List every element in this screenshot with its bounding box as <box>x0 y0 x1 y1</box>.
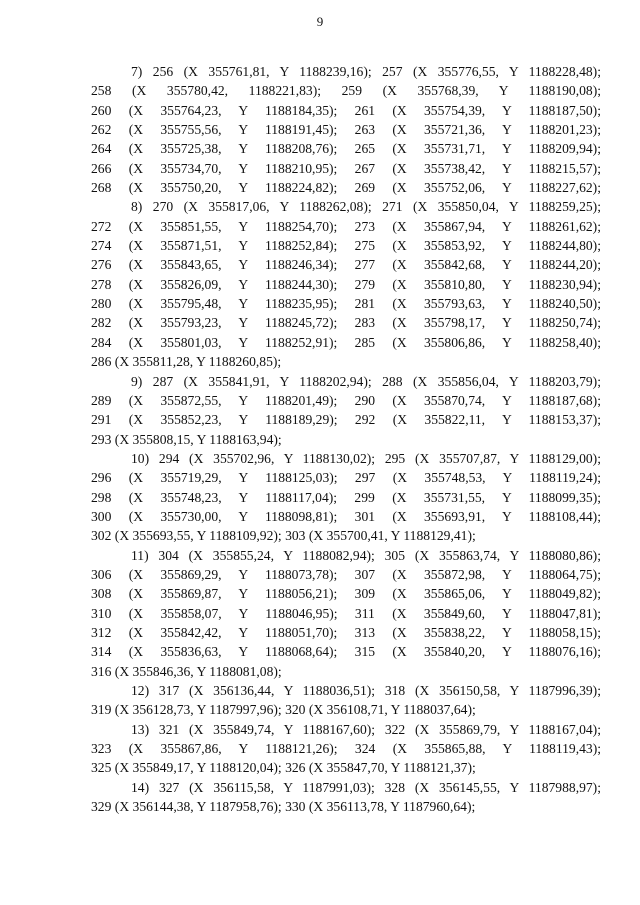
coordinate-line: 272 (X 355851,55, Y 1188254,70); 273 (X 355867,94, Y 1188261,62); <box>91 218 601 234</box>
coordinate-line: 310 (X 355858,07, Y 1188046,95); 311 (X 355849,60, Y 1188047,81); <box>91 605 601 621</box>
coordinate-list <box>91 62 601 816</box>
coordinate-line: 264 (X 355725,38, Y 1188208,76); 265 (X 355731,71, Y 1188209,94); <box>91 141 601 157</box>
coordinate-line: 8) 270 (X 355817,06, Y 1188262,08); 271 (X 355850,04, Y 1188259,25); <box>131 199 601 215</box>
coordinate-line: 319 (X 356128,73, Y 1187997,96); 320 (X 356108,71, Y 1188037,64); <box>91 702 476 718</box>
coordinate-line: 260 (X 355764,23, Y 1188184,35); 261 (X 355754,39, Y 1188187,50); <box>91 102 601 118</box>
coordinate-line: 325 (X 355849,17, Y 1188120,04); 326 (X 355847,70, Y 1188121,37); <box>91 760 476 776</box>
coordinate-line: 276 (X 355843,65, Y 1188246,34); 277 (X 355842,68, Y 1188244,20); <box>91 257 601 273</box>
page-number: 9 <box>316 14 324 29</box>
coordinate-line: 266 (X 355734,70, Y 1188210,95); 267 (X 355738,42, Y 1188215,57); <box>91 160 601 176</box>
coordinate-line: 11) 304 (X 355855,24, Y 1188082,94); 305 (X 355863,74, Y 1188080,86); <box>131 547 601 563</box>
coordinate-line: 323 (X 355867,86, Y 1188121,26); 324 (X 355865,88, Y 1188119,43); <box>91 741 601 757</box>
coordinate-line: 291 (X 355852,23, Y 1188189,29); 292 (X 355822,11, Y 1188153,37); <box>91 412 601 428</box>
coordinate-line: 278 (X 355826,09, Y 1188244,30); 279 (X 355810,80, Y 1188230,94); <box>91 276 601 292</box>
coordinate-line: 286 (X 355811,28, Y 1188260,85); <box>91 354 282 370</box>
coordinate-line: 12) 317 (X 356136,44, Y 1188036,51); 318 (X 356150,58, Y 1187996,39); <box>131 683 601 698</box>
coordinate-line: 268 (X 355750,20, Y 1188224,82); 269 (X 355752,06, Y 1188227,62); <box>91 180 601 196</box>
coordinate-line: 14) 327 (X 356115,58, Y 1187991,03); 328 (X 356145,55, Y 1187988,97); <box>131 779 601 795</box>
coordinate-line: 280 (X 355795,48, Y 1188235,95); 281 (X 355793,63, Y 1188240,50); <box>91 296 601 312</box>
coordinate-line: 13) 321 (X 355849,74, Y 1188167,60); 322 (X 355869,79, Y 1188167,04); <box>131 721 601 737</box>
coordinate-line: 258 (X 355780,42, 1188221,83); 259 (X 355768,39, Y 1188190,08); <box>91 83 601 99</box>
coordinate-line: 306 (X 355869,29, Y 1188073,78); 307 (X 355872,98, Y 1188064,75); <box>91 566 601 582</box>
coordinate-line: 9) 287 (X 355841,91, Y 1188202,94); 288 (X 355856,04, Y 1188203,79); <box>131 373 601 389</box>
coordinate-line: 284 (X 355801,03, Y 1188252,91); 285 (X 355806,86, Y 1188258,40); <box>91 334 601 350</box>
coordinate-line: 7) 256 (X 355761,81, Y 1188239,16); 257 (X 355776,55, Y 1188228,48); <box>131 64 601 79</box>
coordinate-line: 312 (X 355842,42, Y 1188051,70); 313 (X 355838,22, Y 1188058,15); <box>91 624 601 640</box>
coordinate-line: 300 (X 355730,00, Y 1188098,81); 301 (X 355693,91, Y 1188108,44); <box>91 508 601 524</box>
coordinate-line: 274 (X 355871,51, Y 1188252,84); 275 (X 355853,92, Y 1188244,80); <box>91 238 601 254</box>
coordinate-line: 329 (X 356144,38, Y 1187958,76); 330 (X 356113,78, Y 1187960,64); <box>91 799 476 815</box>
coordinate-line: 293 (X 355808,15, Y 1188163,94); <box>91 431 282 447</box>
coordinate-line: 10) 294 (X 355702,96, Y 1188130,02); 295 (X 355707,87, Y 1188129,00); <box>131 450 601 466</box>
coordinate-line: 314 (X 355836,63, Y 1188068,64); 315 (X 355840,20, Y 1188076,16); <box>91 644 601 660</box>
coordinate-line: 308 (X 355869,87, Y 1188056,21); 309 (X 355865,06, Y 1188049,82); <box>91 586 601 602</box>
coordinate-line: 302 (X 355693,55, Y 1188109,92); 303 (X 355700,41, Y 1188129,41); <box>91 528 476 544</box>
coordinate-line: 298 (X 355748,23, Y 1188117,04); 299 (X 355731,55, Y 1188099,35); <box>91 489 601 505</box>
coordinate-line: 282 (X 355793,23, Y 1188245,72); 283 (X 355798,17, Y 1188250,74); <box>91 315 601 331</box>
coordinate-line: 316 (X 355846,36, Y 1188081,08); <box>91 663 282 679</box>
coordinate-line: 289 (X 355872,55, Y 1188201,49); 290 (X 355870,74, Y 1188187,68); <box>91 392 601 408</box>
coordinate-line: 262 (X 355755,56, Y 1188191,45); 263 (X 355721,36, Y 1188201,23); <box>91 122 601 138</box>
coordinate-line: 296 (X 355719,29, Y 1188125,03); 297 (X 355748,53, Y 1188119,24); <box>91 470 601 486</box>
